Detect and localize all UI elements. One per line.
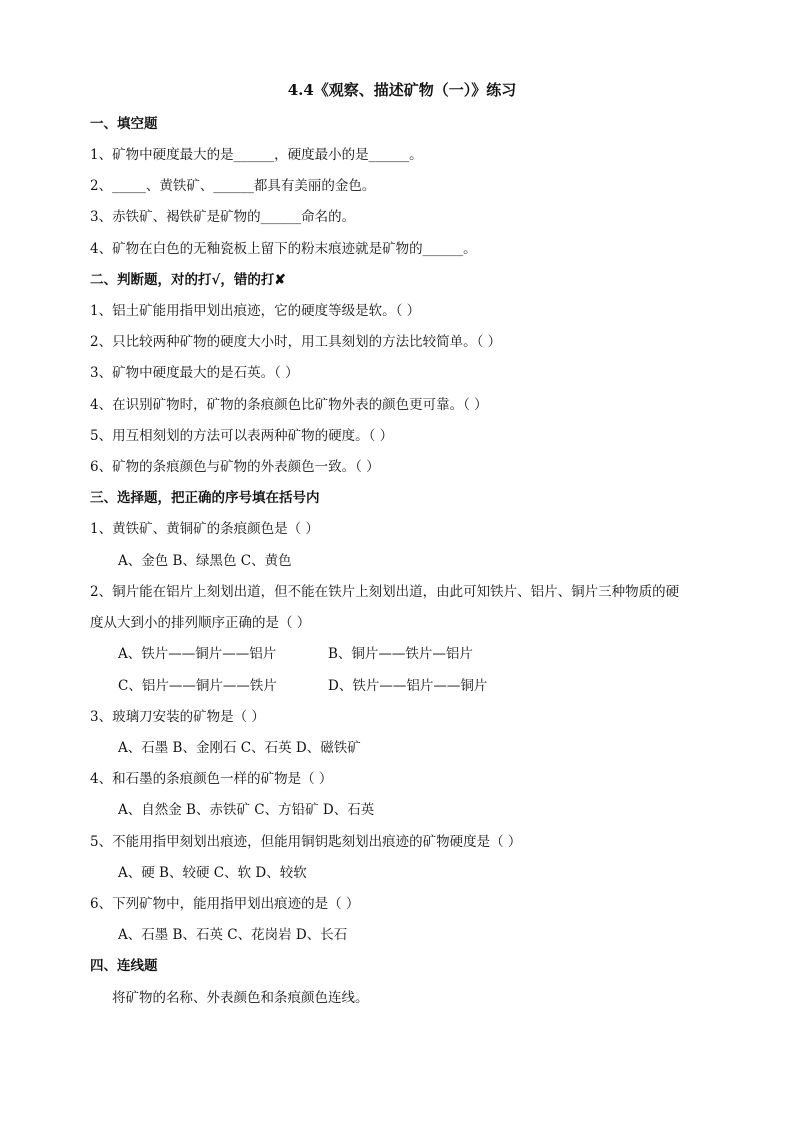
fill-question-1: 1、矿物中硬度最大的是______，硬度最小的是______。 xyxy=(90,147,423,163)
choice-question-2-line-2: 度从大到小的排列顺序正确的是（ ） xyxy=(90,615,311,631)
choice-question-2-option-a: A、铁片——铜片——铝片 xyxy=(118,646,277,662)
choice-question-3-options: A、石墨 B、金刚石 C、石英 D、磁铁矿 xyxy=(118,740,361,756)
judge-question-2: 2、只比较两种矿物的硬度大小时，用工具刻划的方法比较简单。（ ） xyxy=(90,334,502,350)
choice-question-4-options: A、自然金 B、赤铁矿 C、方铅矿 D、石英 xyxy=(118,802,375,818)
choice-question-4: 4、和石墨的条痕颜色一样的矿物是（ ） xyxy=(90,771,333,787)
section-match-heading: 四、连线题 xyxy=(90,958,158,974)
choice-question-2-option-c: C、铝片——铜片——铁片 xyxy=(118,678,277,694)
choice-question-3: 3、玻璃刀安装的矿物是（ ） xyxy=(90,709,265,725)
section-fill-heading: 一、填空题 xyxy=(90,116,158,132)
choice-question-6: 6、下列矿物中，能用指甲划出痕迹的是（ ） xyxy=(90,896,360,912)
judge-question-4: 4、在识别矿物时，矿物的条痕颜色比矿物外表的颜色更可靠。（ ） xyxy=(90,397,488,413)
choice-question-2-option-b: B、铜片——铁片—铝片 xyxy=(328,646,473,662)
choice-question-1-options: A、金色 B、绿黑色 C、黄色 xyxy=(118,553,292,569)
choice-question-2-option-d: D、铁片——铝片——铜片 xyxy=(328,678,488,694)
section-judge-heading: 二、判断题，对的打√，错的打✘ xyxy=(90,272,286,288)
section-choice-heading: 三、选择题，把正确的序号填在括号内 xyxy=(90,490,320,506)
choice-question-5-options: A、硬 B、较硬 C、软 D、较软 xyxy=(118,865,307,881)
judge-question-5: 5、用互相刻划的方法可以表两种矿物的硬度。（ ） xyxy=(90,428,394,444)
choice-question-1: 1、黄铁矿、黄铜矿的条痕颜色是（ ） xyxy=(90,521,319,537)
fill-question-2: 2、_____、黄铁矿、______都具有美丽的金色。 xyxy=(90,178,376,194)
fill-question-3: 3、赤铁矿、褐铁矿是矿物的______命名的。 xyxy=(90,209,356,225)
judge-question-3: 3、矿物中硬度最大的是石英。（ ） xyxy=(90,365,299,381)
page-title: 4.4《观察、描述矿物（一）》练习 xyxy=(287,81,517,99)
fill-question-4: 4、矿物在白色的无釉瓷板上留下的粉末痕迹就是矿物的______。 xyxy=(90,241,477,257)
match-instruction: 将矿物的名称、外表颜色和条痕颜色连线。 xyxy=(112,990,369,1006)
choice-question-2-line-1: 2、铜片能在铝片上刻划出道，但不能在铁片上刻划出道，由此可知铁片、铝片、铜片三种物质的硬 xyxy=(90,584,680,600)
choice-question-5: 5、不能用指甲刻划出痕迹，但能用铜钥匙刻划出痕迹的矿物硬度是（ ） xyxy=(90,834,522,850)
judge-question-1: 1、铝土矿能用指甲划出痕迹，它的硬度等级是软。（ ） xyxy=(90,303,421,319)
judge-question-6: 6、矿物的条痕颜色与矿物的外表颜色一致。（ ） xyxy=(90,459,380,475)
choice-question-6-options: A、石墨 B、石英 C、花岗岩 D、长石 xyxy=(118,927,348,943)
